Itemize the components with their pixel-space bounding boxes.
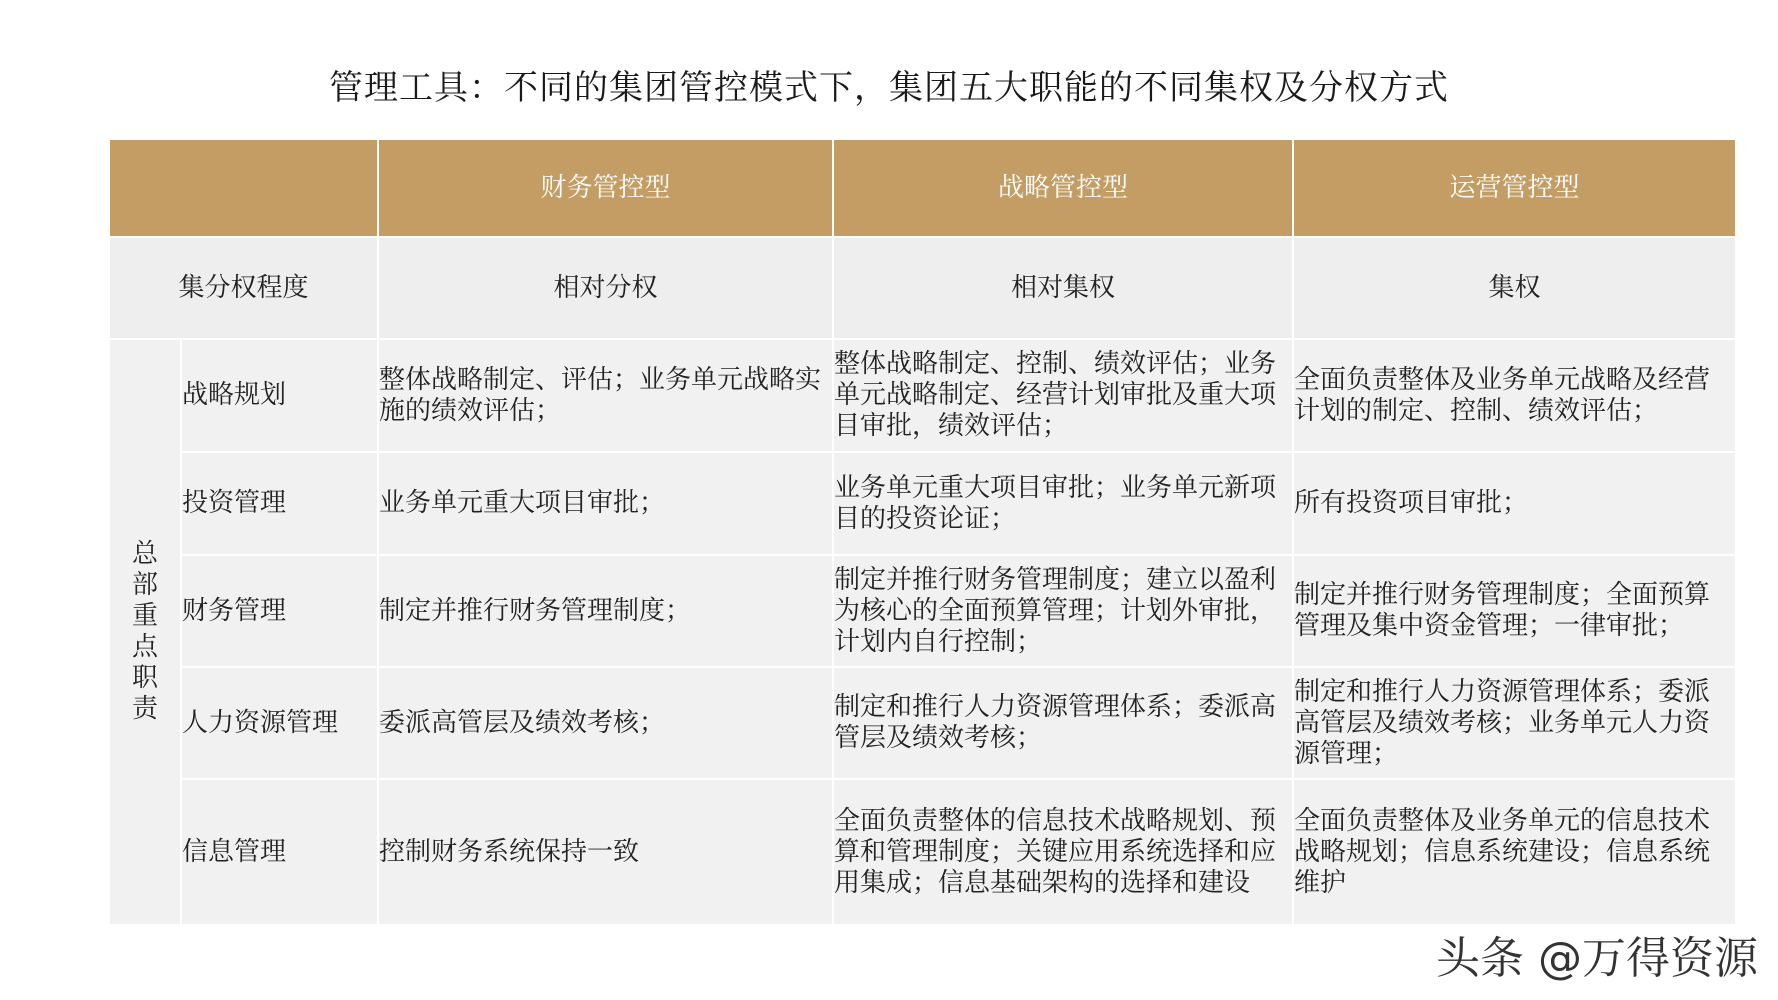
table-cell: 整体战略制定、评估；业务单元战略实施的绩效评估； — [378, 339, 833, 452]
table-cell: 委派高管层及绩效考核； — [378, 667, 833, 779]
header-strategic-control: 战略管控型 — [833, 139, 1293, 237]
header-financial-control: 财务管控型 — [378, 139, 833, 237]
table-cell: 整体战略制定、控制、绩效评估；业务单元战略制定、经营计划审批及重大项目审批，绩效评估； — [833, 339, 1293, 452]
function-label: 财务管理 — [181, 555, 378, 667]
management-control-table — [108, 138, 1737, 926]
degree-operational: 集权 — [1293, 237, 1736, 339]
header-row — [109, 139, 1736, 237]
degree-row — [109, 237, 1736, 339]
function-label: 投资管理 — [181, 452, 378, 555]
side-label-text: 总 部 重 点 职 责 — [131, 539, 158, 724]
function-label: 人力资源管理 — [181, 667, 378, 779]
table-cell: 全面负责整体的信息技术战略规划、预算和管理制度；关键应用系统选择和应用集成；信息基础架构的选择和建设 — [833, 779, 1293, 925]
function-label: 战略规划 — [181, 339, 378, 452]
degree-label: 集分权程度 — [109, 237, 378, 339]
table-cell: 控制财务系统保持一致 — [378, 779, 833, 925]
degree-financial: 相对分权 — [378, 237, 833, 339]
header-operational-control: 运营管控型 — [1293, 139, 1736, 237]
function-label: 信息管理 — [181, 779, 378, 925]
table-row — [109, 555, 1736, 667]
table-cell: 业务单元重大项目审批；业务单元新项目的投资论证； — [833, 452, 1293, 555]
header-corner — [109, 139, 378, 237]
table-row — [109, 339, 1736, 452]
side-label-hq-duties — [109, 339, 181, 925]
table-cell: 制定和推行人力资源管理体系；委派高管层及绩效考核；业务单元人力资源管理； — [1293, 667, 1736, 779]
table-cell: 所有投资项目审批； — [1293, 452, 1736, 555]
table-cell: 制定并推行财务管理制度；全面预算管理及集中资金管理；一律审批； — [1293, 555, 1736, 667]
table-cell: 制定并推行财务管理制度；建立以盈利为核心的全面预算管理；计划外审批，计划内自行控制； — [833, 555, 1293, 667]
table-cell: 制定并推行财务管理制度； — [378, 555, 833, 667]
watermark: 头条 @万得资源 — [1436, 933, 1758, 984]
table-cell: 全面负责整体及业务单元战略及经营计划的制定、控制、绩效评估； — [1293, 339, 1736, 452]
table-cell: 业务单元重大项目审批； — [378, 452, 833, 555]
table-cell: 全面负责整体及业务单元的信息技术战略规划；信息系统建设；信息系统维护 — [1293, 779, 1736, 925]
table-row — [109, 452, 1736, 555]
table-cell: 制定和推行人力资源管理体系；委派高管层及绩效考核； — [833, 667, 1293, 779]
table-row — [109, 779, 1736, 925]
table-row — [109, 667, 1736, 779]
page-title: 管理工具：不同的集团管控模式下，集团五大职能的不同集权及分权方式 — [329, 68, 1449, 108]
degree-strategic: 相对集权 — [833, 237, 1293, 339]
